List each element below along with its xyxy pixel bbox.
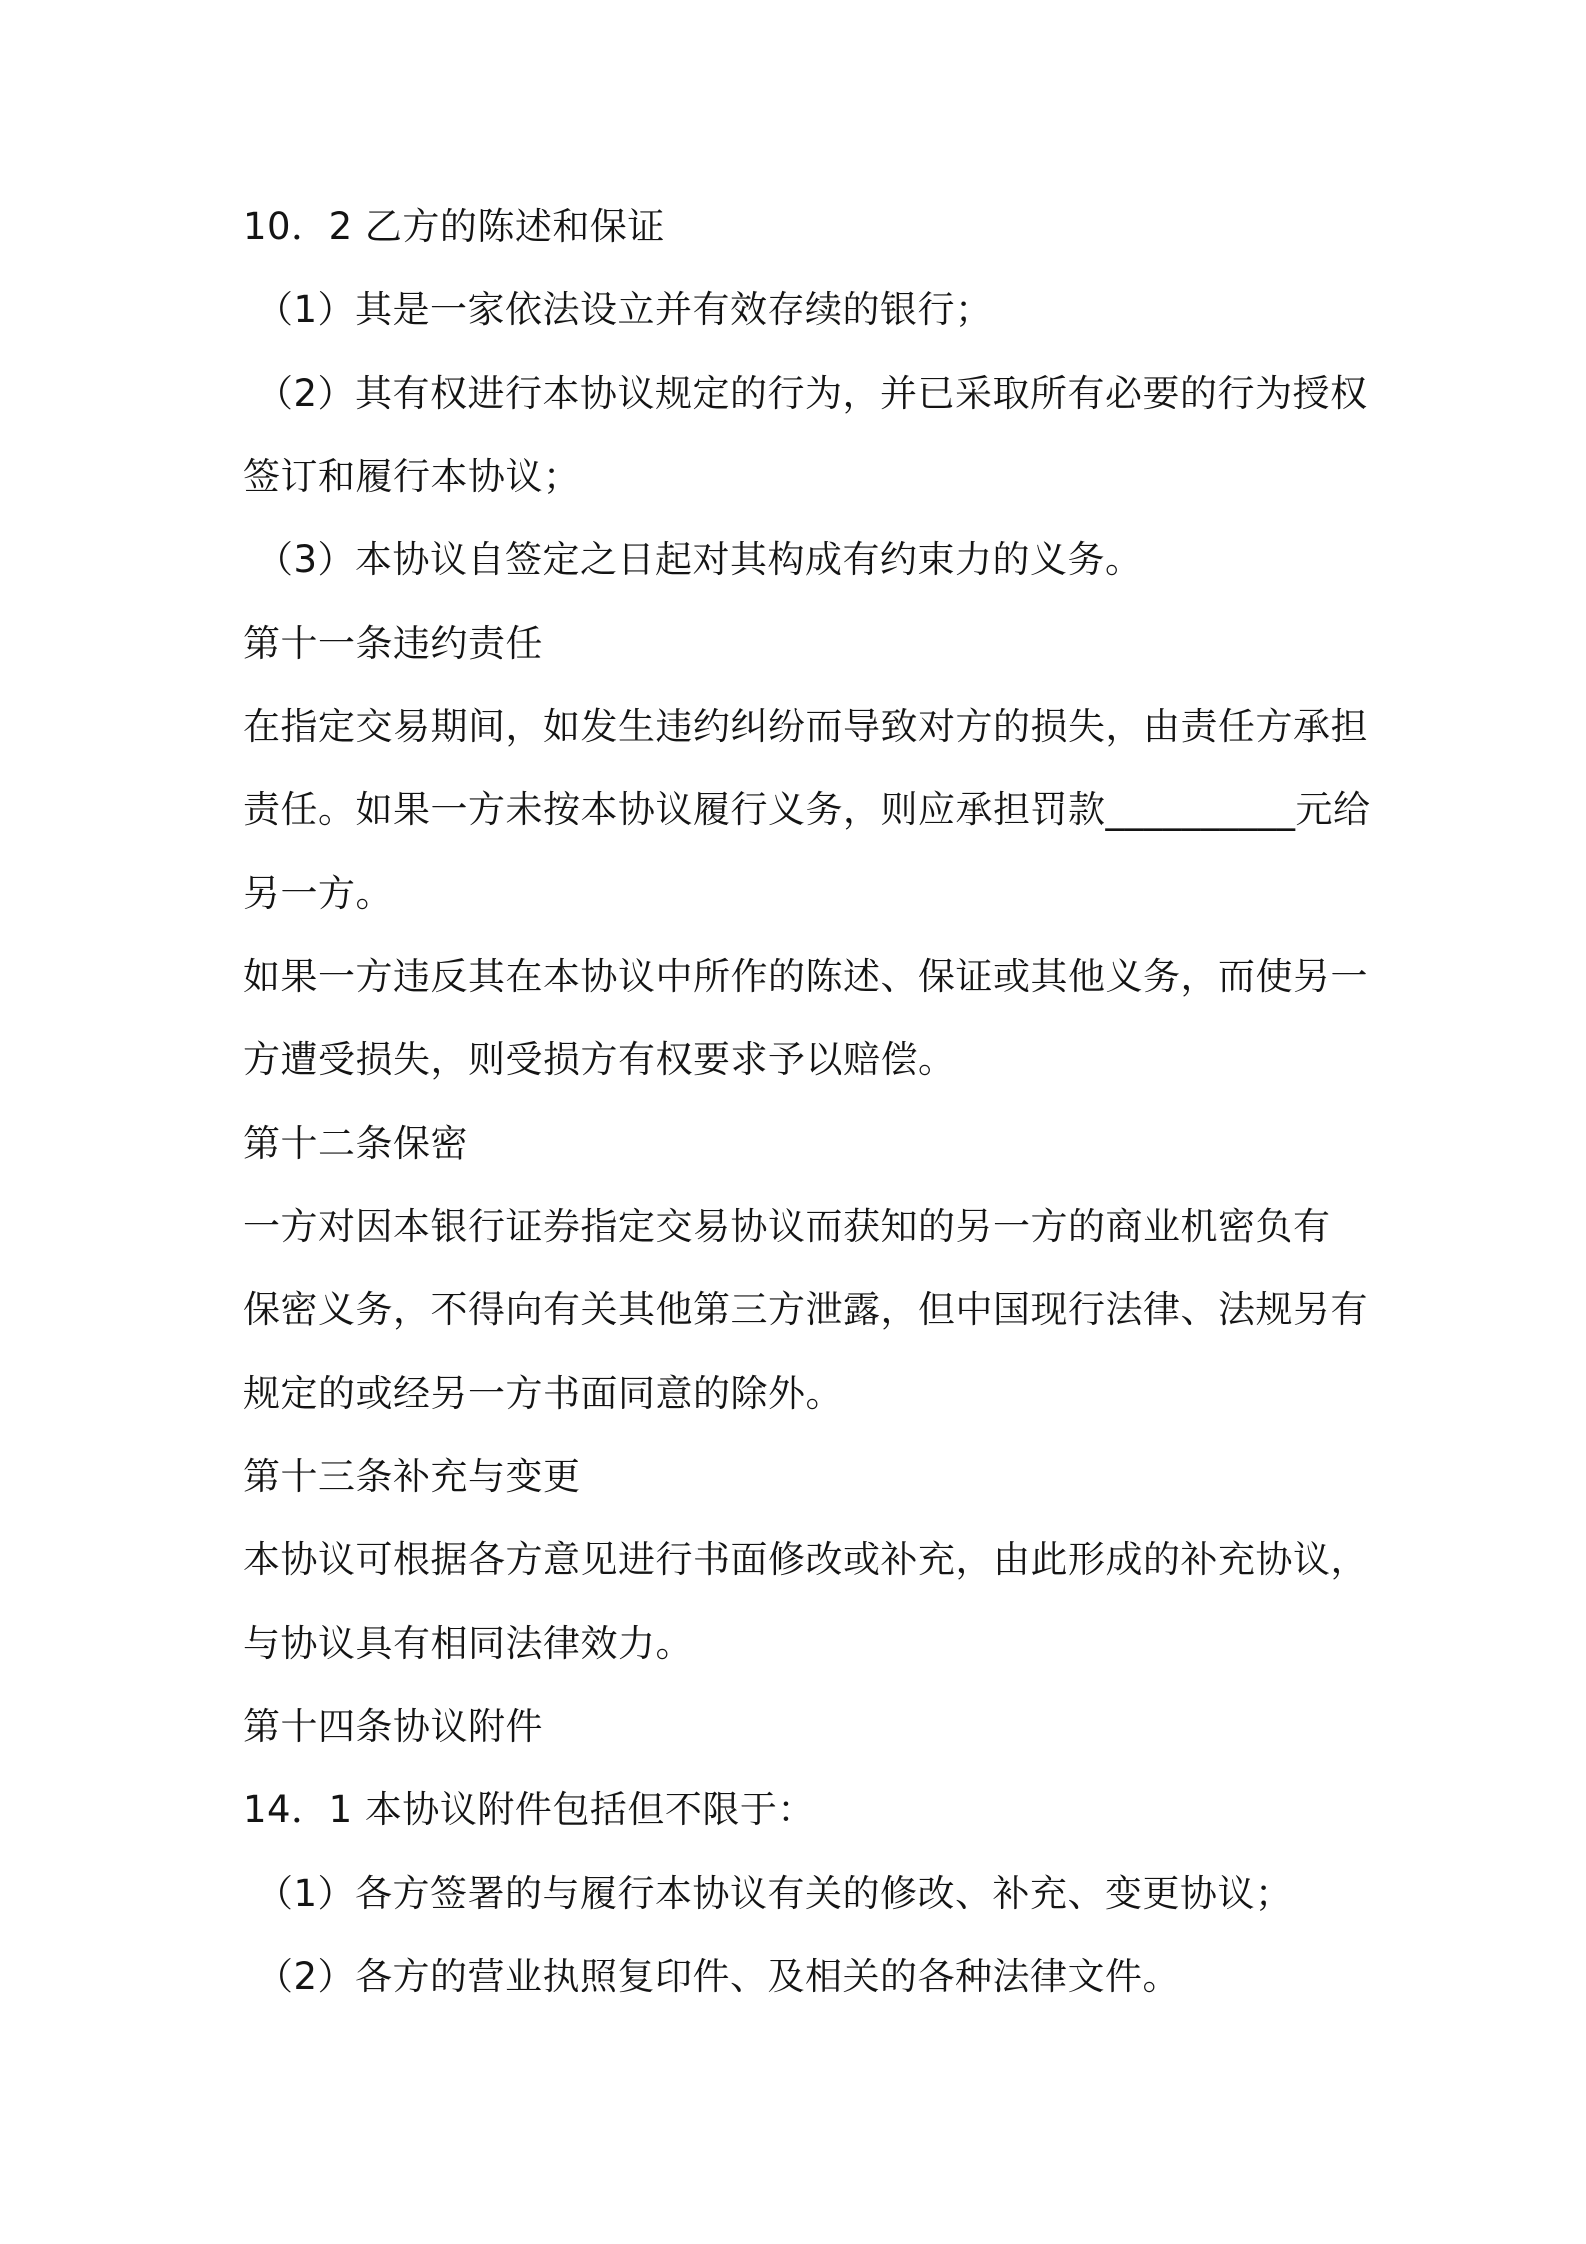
article-heading: 第十四条协议附件 bbox=[243, 1705, 543, 1748]
list-item: （2）其有权进行本协议规定的行为，并已采取所有必要的行为授权 bbox=[256, 372, 1368, 415]
paragraph-line: 如果一方违反其在本协议中所作的陈述、保证或其他义务，而使另一 bbox=[243, 955, 1368, 998]
list-item: （1）其是一家依法设立并有效存续的银行； bbox=[256, 288, 993, 331]
article-heading: 第十二条保密 bbox=[243, 1122, 468, 1165]
paragraph-line: 规定的或经另一方书面同意的除外。 bbox=[243, 1372, 843, 1415]
paragraph-line: 方遭受损失，则受损方有权要求予以赔偿。 bbox=[243, 1038, 956, 1081]
article-heading: 第十三条补充与变更 bbox=[243, 1455, 581, 1498]
paragraph-line: 保密义务，不得向有关其他第三方泄露，但中国现行法律、法规另有 bbox=[243, 1288, 1368, 1331]
paragraph-line: 一方对因本银行证券指定交易协议而获知的另一方的商业机密负有 bbox=[243, 1205, 1331, 1248]
paragraph-line: 责任。如果一方未按本协议履行义务，则应承担罚款__________元给 bbox=[243, 788, 1371, 831]
section-heading-14-1: 14．1 本协议附件包括但不限于： bbox=[243, 1788, 815, 1831]
list-item: （3）本协议自签定之日起对其构成有约束力的义务。 bbox=[256, 538, 1143, 581]
list-item: （1）各方签署的与履行本协议有关的修改、补充、变更协议； bbox=[256, 1872, 1293, 1915]
section-heading-10-2: 10．2 乙方的陈述和保证 bbox=[243, 205, 665, 248]
paragraph-line: 签订和履行本协议； bbox=[243, 455, 581, 498]
paragraph-line: 另一方。 bbox=[243, 872, 393, 915]
paragraph-line: 本协议可根据各方意见进行书面修改或补充，由此形成的补充协议， bbox=[243, 1538, 1368, 1581]
paragraph-line: 在指定交易期间，如发生违约纠纷而导致对方的损失，由责任方承担 bbox=[243, 705, 1368, 748]
article-heading: 第十一条违约责任 bbox=[243, 622, 543, 665]
paragraph-line: 与协议具有相同法律效力。 bbox=[243, 1622, 693, 1665]
list-item: （2）各方的营业执照复印件、及相关的各种法律文件。 bbox=[256, 1955, 1181, 1998]
